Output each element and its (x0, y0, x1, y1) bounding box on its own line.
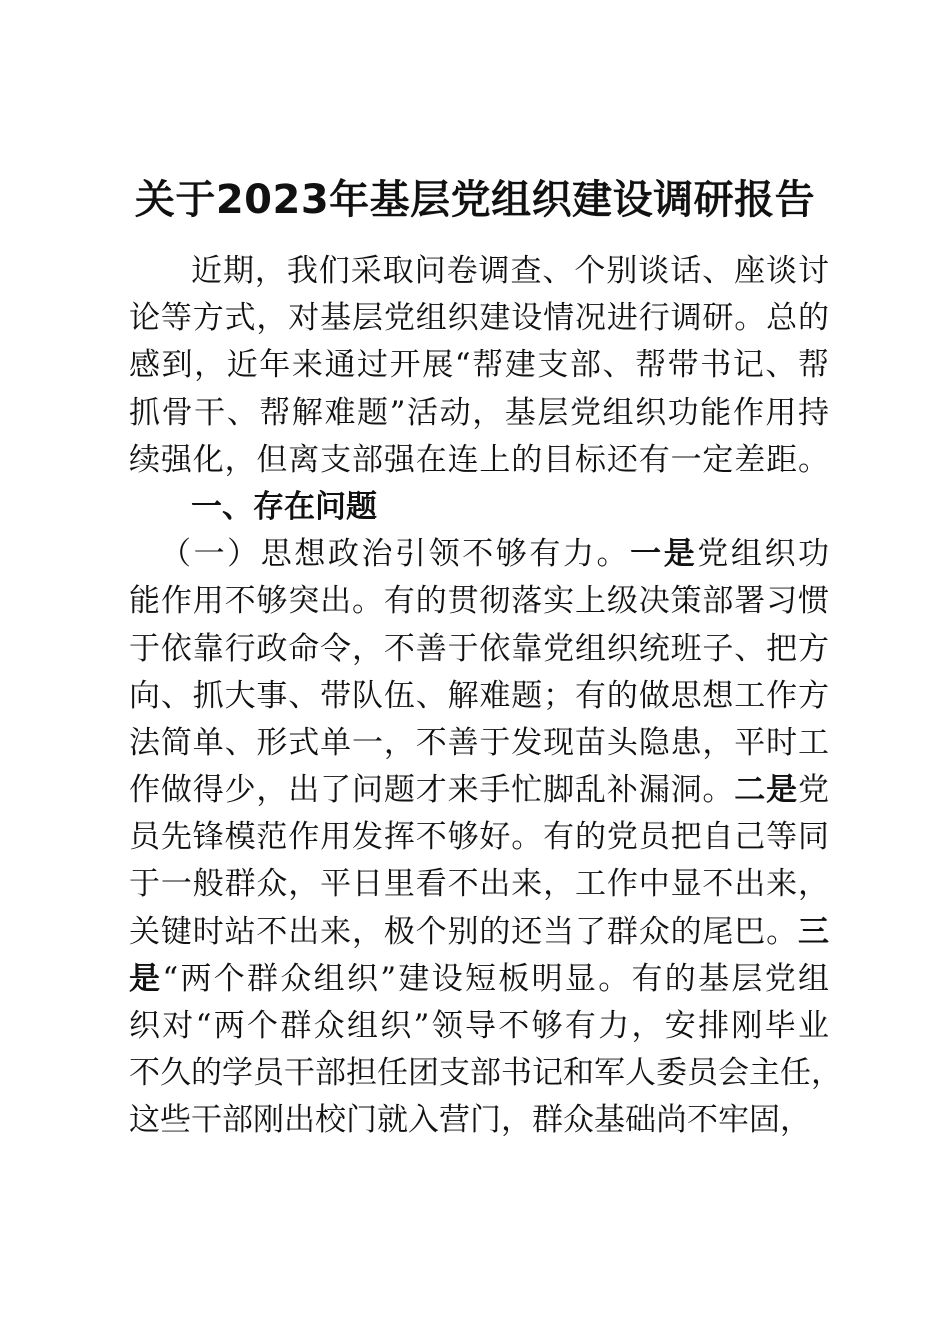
paragraph-line: 织对“两个群众组织”领导不够有力，安排刚毕业 (129, 1008, 829, 1044)
intro-line: 近期，我们采取问卷调查、个别谈话、座谈讨 (191, 253, 829, 289)
point-marker: 三 (798, 913, 829, 950)
paragraph-line (129, 767, 829, 814)
document-title: 关于2023年基层党组织建设调研报告 (134, 177, 816, 223)
paragraph-line (129, 531, 829, 578)
text-run: 作做得少，出了问题才来手忙脚乱补漏洞。 (129, 772, 735, 809)
intro-line: 抓骨干、帮解难题”活动，基层党组织功能作用持 (129, 394, 829, 431)
paragraph-line: 不久的学员干部担任团支部书记和军人委员会主任， (129, 1055, 842, 1092)
text-run: 党组织功 (697, 536, 830, 573)
point-marker: 一是 (630, 536, 698, 573)
section-heading: 一、存在问题 (191, 488, 377, 525)
paragraph-line: 员先锋模范作用发挥不够好。有的党员把自己等同 (129, 819, 829, 856)
paragraph-line (129, 956, 829, 1003)
text-run: “两个群众组织”建设短板明显。有的基层党组 (162, 960, 830, 997)
paragraph-line: 能作用不够突出。有的贯彻落实上级决策部署习惯 (129, 583, 829, 620)
subsection-heading: （一）思想政治引领不够有力。 (160, 536, 631, 573)
paragraph-line: 法简单、形式单一，不善于发现苗头隐患，平时工 (129, 724, 829, 761)
point-marker: 二是 (734, 772, 799, 809)
point-marker: 是 (129, 960, 163, 997)
text-run: 关键时站不出来，极个别的还当了群众的尾巴。 (129, 913, 798, 950)
document-body (129, 248, 842, 1145)
paragraph-line: 这些干部刚出校门就入营门，群众基础尚不牢固， (129, 1102, 811, 1139)
intro-line: 续强化，但离支部强在连上的目标还有一定差距。 (129, 441, 829, 478)
intro-line: 感到，近年来通过开展“帮建支部、帮带书记、帮 (129, 347, 829, 384)
paragraph-line (129, 909, 829, 956)
intro-line: 论等方式，对基层党组织建设情况进行调研。总的 (129, 300, 829, 337)
paragraph-line: 于依靠行政命令，不善于依靠党组织统班子、把方 (129, 630, 829, 667)
paragraph-line: 于一般群众，平日里看不出来，工作中显不出来， (129, 866, 829, 903)
text-run: 党 (798, 772, 830, 809)
paragraph-line: 向、抓大事、带队伍、解难题；有的做思想工作方 (129, 677, 829, 714)
